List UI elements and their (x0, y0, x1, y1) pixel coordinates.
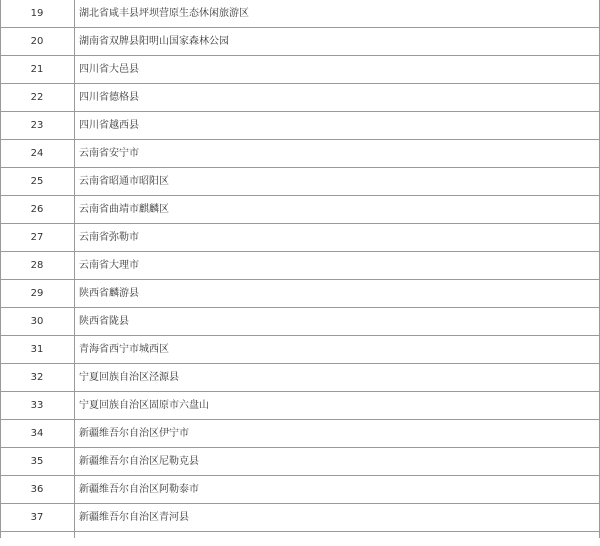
location-name: 新疆维吾尔自治区伊宁市 (75, 420, 600, 448)
location-name: 新疆维吾尔自治区青河县 (75, 504, 600, 532)
location-name: 青海省西宁市城西区 (75, 336, 600, 364)
table-row (1, 56, 600, 84)
row-number: 33 (1, 392, 75, 420)
table-row (1, 476, 600, 504)
row-number: 30 (1, 308, 75, 336)
table-row (1, 392, 600, 420)
location-name: 四川省德格县 (75, 84, 600, 112)
location-name: 新疆维吾尔自治区阿勒泰市 (75, 476, 600, 504)
location-name: 四川省大邑县 (75, 56, 600, 84)
location-name: 云南省弥勒市 (75, 224, 600, 252)
table-row (1, 336, 600, 364)
location-name: 陕西省陇县 (75, 308, 600, 336)
table-row (1, 252, 600, 280)
location-name: 云南省曲靖市麒麟区 (75, 196, 600, 224)
row-number-empty (1, 532, 75, 539)
location-name: 宁夏回族自治区固原市六盘山 (75, 392, 600, 420)
row-number: 27 (1, 224, 75, 252)
row-number: 23 (1, 112, 75, 140)
row-number: 20 (1, 28, 75, 56)
location-name: 湖南省双牌县阳明山国家森林公园 (75, 28, 600, 56)
row-number: 37 (1, 504, 75, 532)
table-row (1, 28, 600, 56)
location-name: 云南省昭通市昭阳区 (75, 168, 600, 196)
row-number: 32 (1, 364, 75, 392)
location-name: 云南省安宁市 (75, 140, 600, 168)
table-body (1, 0, 600, 538)
row-number: 35 (1, 448, 75, 476)
table-row (1, 112, 600, 140)
table-row (1, 420, 600, 448)
table-row (1, 448, 600, 476)
table-row (1, 280, 600, 308)
row-number: 25 (1, 168, 75, 196)
table-row (1, 196, 600, 224)
row-number: 19 (1, 0, 75, 28)
location-name: 云南省大理市 (75, 252, 600, 280)
table-row-partial (1, 532, 600, 539)
table-row (1, 0, 600, 28)
table-row (1, 224, 600, 252)
location-name: 宁夏回族自治区泾源县 (75, 364, 600, 392)
table-row (1, 84, 600, 112)
row-number: 36 (1, 476, 75, 504)
location-name: 湖北省咸丰县坪坝营原生态休闲旅游区 (75, 0, 600, 28)
row-number: 22 (1, 84, 75, 112)
row-number: 29 (1, 280, 75, 308)
location-name: 陕西省麟游县 (75, 280, 600, 308)
location-name: 四川省越西县 (75, 112, 600, 140)
row-number: 28 (1, 252, 75, 280)
table-row (1, 168, 600, 196)
table-row (1, 140, 600, 168)
row-number: 26 (1, 196, 75, 224)
row-number: 21 (1, 56, 75, 84)
row-number: 34 (1, 420, 75, 448)
table-row (1, 308, 600, 336)
location-name-empty (75, 532, 600, 539)
table-row (1, 504, 600, 532)
location-name: 新疆维吾尔自治区尼勒克县 (75, 448, 600, 476)
table-row (1, 364, 600, 392)
row-number: 31 (1, 336, 75, 364)
row-number: 24 (1, 140, 75, 168)
